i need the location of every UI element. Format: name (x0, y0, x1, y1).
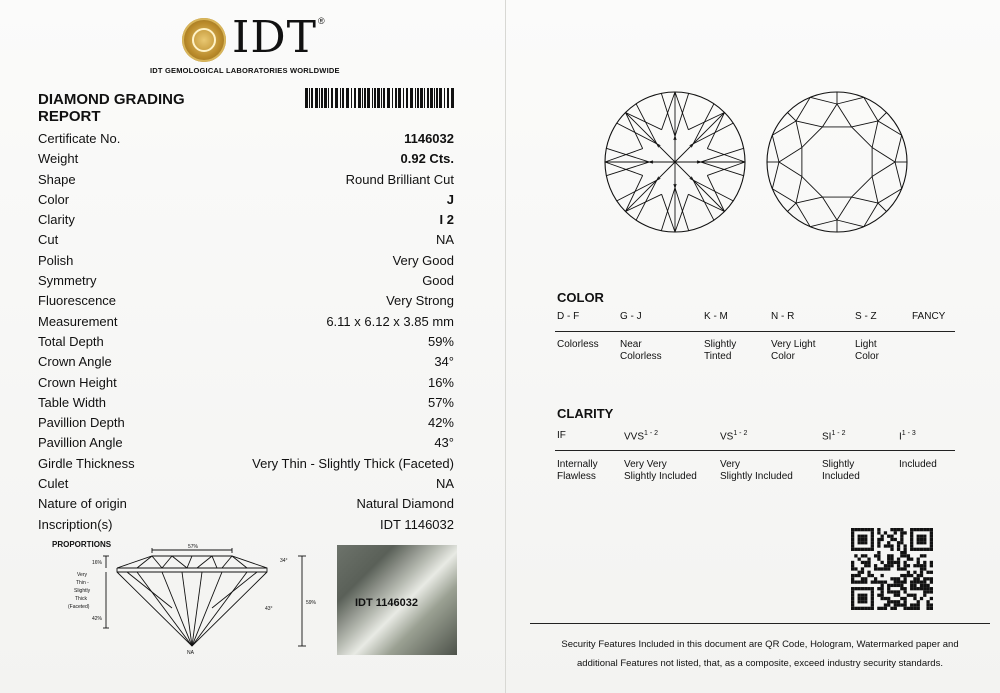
grading-row (38, 494, 454, 514)
clarity-description: Internally (557, 459, 598, 470)
color-description: Colorless (557, 339, 599, 350)
prop-girdle-4: (Faceted) (68, 604, 90, 610)
row-value: 59% (427, 333, 454, 349)
clarity-grade-base: VVS (624, 431, 645, 443)
row-value: Very Strong (386, 293, 454, 309)
color-description: Color (771, 351, 795, 362)
row-label: Color (38, 191, 70, 207)
clarity-grade (899, 430, 916, 442)
row-label: Crown Angle (38, 354, 112, 370)
row-label: Symmetry (38, 273, 97, 289)
color-grade: FANCY (912, 311, 946, 322)
color-grade: G - J (620, 311, 642, 322)
color-description: Tinted (704, 351, 732, 362)
row-value: Round Brilliant Cut (345, 171, 454, 187)
row-value: J (446, 191, 454, 207)
row-label: Table Width (38, 394, 106, 410)
clarity-scale-title: CLARITY (557, 406, 614, 421)
grading-row (38, 393, 454, 413)
clarity-grade-base: IF (557, 430, 566, 441)
row-label: Weight (38, 151, 79, 167)
pavilion-plot-diagram (603, 90, 747, 234)
report-title: DIAMOND GRADING REPORT (38, 91, 185, 125)
row-value: 57% (427, 394, 454, 410)
row-label: Measurement (38, 313, 118, 329)
row-label: Total Depth (38, 333, 104, 349)
grading-row (38, 271, 454, 291)
clarity-description: Slightly Included (720, 471, 793, 482)
grading-row (38, 190, 454, 210)
security-note-line1: Security Features Included in this document are QR Code, Hologram, Watermarked paper and (561, 639, 959, 650)
prop-pavilion-angle: 43° (265, 606, 273, 612)
photo-inscription-label: IDT 1146032 (355, 597, 418, 609)
grading-row (38, 413, 454, 433)
row-label: Pavillion Angle (38, 435, 123, 451)
prop-girdle-1: Thin - (76, 580, 89, 586)
grading-row (38, 210, 454, 230)
color-description: Very Light (771, 339, 816, 350)
grading-row (38, 373, 454, 393)
row-label: Clarity (38, 212, 75, 228)
color-description: Light (855, 339, 877, 350)
row-value: 42% (427, 415, 454, 431)
row-label: Fluorescence (38, 293, 117, 309)
prop-crown-angle: 34° (280, 558, 288, 564)
clarity-grade-sup: 1 - 2 (733, 430, 748, 437)
prop-table: 57% (188, 544, 199, 550)
grading-table (38, 129, 454, 535)
clarity-grade-base: SI (822, 431, 832, 443)
color-grade: N - R (771, 311, 795, 322)
prop-crown-height: 16% (92, 560, 103, 566)
clarity-scale-divider (555, 450, 955, 451)
gold-seal-icon (182, 18, 226, 62)
prop-pavilion-depth: 42% (92, 616, 103, 622)
registered-mark: ® (318, 16, 325, 26)
color-scale-divider (555, 331, 955, 332)
prop-culet: NA (187, 650, 194, 656)
row-label: Inscription(s) (38, 516, 113, 532)
clarity-grade (822, 430, 845, 442)
clarity-grade-base: I (899, 431, 902, 443)
qr-code[interactable] (851, 528, 933, 610)
row-value: NA (435, 476, 454, 492)
prop-girdle-3: Thick (75, 596, 87, 602)
grading-row (38, 515, 454, 535)
row-value: Very Thin - Slightly Thick (Faceted) (252, 455, 454, 471)
row-label: Certificate No. (38, 131, 121, 146)
clarity-grade-sup: 1 - 2 (644, 430, 659, 437)
row-value: 0.92 Cts. (400, 151, 454, 167)
color-grade: S - Z (855, 311, 877, 322)
grading-row (38, 433, 454, 453)
row-label: Culet (38, 476, 69, 492)
prop-girdle-0: Very (77, 572, 88, 578)
clarity-grade (624, 430, 658, 442)
clarity-description: Included (822, 471, 860, 482)
clarity-description: Slightly Included (624, 471, 697, 482)
row-value: Natural Diamond (356, 496, 454, 512)
row-value: IDT 1146032 (380, 516, 454, 532)
grading-row (38, 149, 454, 169)
color-grade: K - M (704, 311, 728, 322)
proportions-diagram (62, 544, 332, 660)
color-description: Color (855, 351, 879, 362)
clarity-description: Very (720, 459, 741, 470)
clarity-description: Included (899, 459, 937, 470)
grading-row (38, 352, 454, 372)
row-value: NA (435, 232, 454, 248)
row-value: I 2 (439, 212, 454, 228)
color-description: Colorless (620, 351, 662, 362)
grading-row (38, 251, 454, 271)
row-label: Shape (38, 171, 76, 187)
grading-row (38, 230, 454, 250)
security-note-line2: additional Features not listed, that, as a composite, exceed industry security standards. (577, 658, 943, 669)
clarity-grade-sup: 1 - 2 (831, 430, 846, 437)
color-description: Slightly (704, 339, 737, 350)
color-scale-title: COLOR (557, 290, 604, 305)
clarity-grade (557, 430, 566, 441)
row-value: 16% (427, 374, 454, 390)
logo-subtitle: IDT GEMOLOGICAL LABORATORIES WORLDWIDE (150, 66, 340, 75)
logo-wordmark: IDT (232, 12, 318, 63)
row-label: Polish (38, 252, 74, 268)
footer-divider (530, 623, 990, 624)
clarity-description: Flawless (557, 471, 596, 482)
row-value: 43° (434, 435, 454, 451)
crown-plot-diagram (765, 90, 909, 234)
clarity-description: Slightly (822, 459, 855, 470)
row-label: Crown Height (38, 374, 117, 390)
grading-row (38, 129, 454, 149)
prop-girdle-2: Slightly (74, 588, 91, 594)
row-label: Cut (38, 232, 59, 248)
grading-row (38, 170, 454, 190)
proportions-title: PROPORTIONS (52, 540, 112, 549)
row-value: 1146032 (404, 131, 454, 146)
grading-row (38, 332, 454, 352)
row-value: 34° (434, 354, 454, 370)
row-label: Girdle Thickness (38, 455, 135, 471)
clarity-grade-base: VS (720, 431, 734, 443)
grading-row (38, 454, 454, 474)
grading-row (38, 291, 454, 311)
clarity-description: Very Very (624, 459, 667, 470)
row-label: Nature of origin (38, 496, 127, 512)
barcode (305, 88, 453, 108)
inscription-photo (337, 545, 457, 655)
clarity-grade-sup: 1 - 3 (901, 430, 916, 437)
fold-line (505, 0, 506, 693)
color-grade: D - F (557, 311, 580, 322)
grading-row (38, 474, 454, 494)
grading-row (38, 312, 454, 332)
color-description: Near (620, 339, 642, 350)
prop-total-depth: 59% (306, 600, 317, 606)
row-value: Very Good (392, 252, 454, 268)
clarity-grade (720, 430, 747, 442)
row-label: Pavillion Depth (38, 415, 125, 431)
row-value: 6.11 x 6.12 x 3.85 mm (326, 313, 454, 329)
row-value: Good (422, 273, 454, 289)
idt-logo (182, 12, 342, 64)
